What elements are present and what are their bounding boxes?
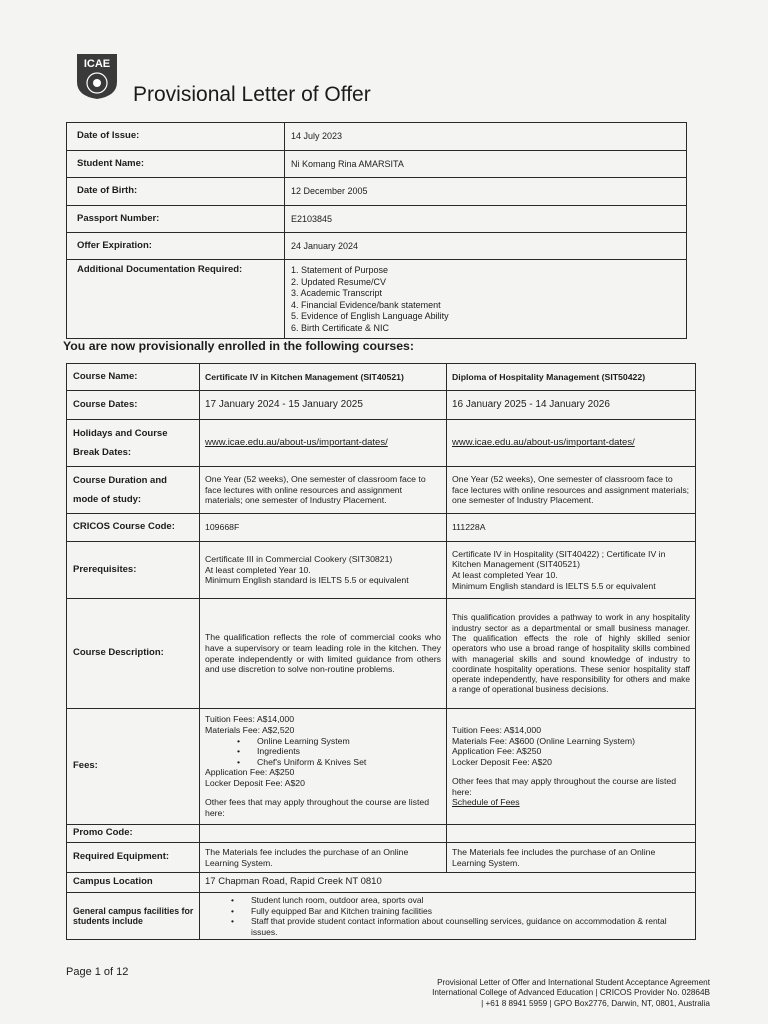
footer-line: Provisional Letter of Offer and International Student Acceptance Agreement (437, 978, 710, 987)
course2-duration: One Year (52 weeks), One semester of classroom face to face lectures with online resources and assignment materials; one semester of Industry Placement. (447, 467, 696, 514)
fees-label: Fees: (67, 709, 200, 825)
course-dates-label: Course Dates: (67, 391, 200, 420)
course2-promo-code (447, 825, 696, 843)
course2-important-dates-link[interactable]: www.icae.edu.au/about-us/important-dates/ (452, 436, 635, 448)
course2-description: This qualification provides a pathway to work in any hospitality industry sector as a departmental or small business manager. The qualification effects the role of highly skilled senior operators who use a broad range of hospitality skills combined with managerial skills and sound knowledge of industry to coordinate hospitality operations. These senior hospitality staff operate independently, have responsibility for others and make a range of operational business decisions. (447, 599, 696, 709)
list-item: • Staff that provide student contact information about counselling services, guidance on accommodation & rental issues. (231, 916, 690, 937)
course2-equipment: The Materials fee includes the purchase of an Online Learning System. (447, 843, 696, 873)
course2-name: Diploma of Hospitality Management (SIT50422) (447, 364, 696, 391)
offer-expiration-label: Offer Expiration: (67, 233, 285, 260)
offer-expiration-value: 24 January 2024 (285, 233, 687, 260)
course1-cricos: 109668F (200, 514, 447, 542)
enrolled-heading: You are now provisionally enrolled in the following courses: (63, 339, 414, 353)
locker-fee: Locker Deposit Fee: A$20 (205, 777, 305, 788)
list-item: 4. Financial Evidence/bank statement (291, 299, 441, 310)
course-description-label: Course Description: (67, 599, 200, 709)
docs-list (291, 265, 681, 335)
table-row (67, 709, 696, 825)
list-item: • Online Learning System (257, 736, 441, 747)
course1-important-dates-link[interactable]: www.icae.edu.au/about-us/important-dates/ (205, 436, 388, 448)
list-item: 1. Statement of Purpose (291, 265, 389, 275)
table-row (67, 825, 696, 843)
prereq-line: At least completed Year 10. (205, 564, 311, 575)
tuition-fee: Tuition Fees: A$14,000 (452, 724, 542, 735)
campus-facilities-label: General campus facilities for students include (67, 893, 200, 940)
table-row (67, 514, 696, 542)
cricos-label: CRICOS Course Code: (67, 514, 200, 542)
course2-fees (447, 709, 696, 825)
duration-label: Course Duration and mode of study: (67, 467, 200, 514)
prereq-line: Minimum English standard is IELTS 5.5 or equivalent (452, 580, 656, 591)
list-item: 2. Updated Resume/CV (291, 276, 387, 287)
list-item: • Fully equipped Bar and Kitchen training facilities (231, 906, 690, 917)
materials-items-list (205, 736, 441, 768)
course2-prerequisites (447, 542, 696, 599)
date-of-issue-label: Date of Issue: (67, 123, 285, 151)
footer-line: | +61 8 8941 5959 | GPO Box2776, Darwin, NT, 0801, Australia (481, 998, 710, 1008)
table-row (67, 178, 687, 206)
course2-holidays-cell (447, 420, 696, 467)
application-fee: Application Fee: A$250 (452, 746, 542, 757)
icae-logo (75, 52, 119, 100)
date-of-birth-label: Date of Birth: (67, 178, 285, 206)
student-name-label: Student Name: (67, 151, 285, 178)
date-of-birth-value: 12 December 2005 (285, 178, 687, 206)
table-row (67, 151, 687, 178)
footer-line: International College of Advanced Education | CRICOS Provider No. 02864B (432, 988, 710, 998)
student-name-value: Ni Komang Rina AMARSITA (285, 151, 687, 178)
table-row (67, 123, 687, 151)
additional-docs-value (285, 260, 687, 339)
course2-cricos: 111228A (447, 514, 696, 542)
document-title: Provisional Letter of Offer (133, 83, 371, 106)
footer (380, 978, 710, 1009)
list-item: • Chef's Uniform & Knives Set (257, 757, 441, 768)
prereq-line: Certificate IV in Hospitality (SIT40422) ; Certificate IV in Kitchen Management (SIT40521) (452, 548, 666, 570)
course1-name: Certificate IV in Kitchen Management (SIT40521) (200, 364, 447, 391)
table-row (67, 420, 696, 467)
course1-duration: One Year (52 weeks), One semester of classroom face to face lectures with online resources and assignment materials; one semester of Industry Placement. (200, 467, 447, 514)
table-row (67, 843, 696, 873)
course1-equipment: The Materials fee includes the purchase of an Online Learning System. (200, 843, 447, 873)
additional-docs-label: Additional Documentation Required: (67, 260, 285, 339)
list-item: 3. Academic Transcript (291, 288, 383, 299)
page-number: Page 1 of 12 (66, 966, 129, 978)
campus-location-label: Campus Location (67, 873, 200, 893)
passport-number-label: Passport Number: (67, 206, 285, 233)
locker-fee: Locker Deposit Fee: A$20 (452, 756, 552, 767)
list-item: • Student lunch room, outdoor area, sports oval (231, 895, 690, 906)
list-item: 6. Birth Certificate & NIC (291, 322, 390, 333)
course1-description: The qualification reflects the role of commercial cooks who have a supervisory or team leading role in the kitchen. They operate independently or with limited guidance from others and use discretion to solve non-routine problems. (200, 599, 447, 709)
list-item: • Ingredients (257, 746, 441, 757)
table-row (67, 364, 696, 391)
student-details-table (66, 122, 687, 339)
materials-fee: Materials Fee: A$2,520 (205, 724, 295, 735)
course-name-label: Course Name: (67, 364, 200, 391)
course1-prerequisites (200, 542, 447, 599)
table-row (67, 893, 696, 940)
tuition-fee: Tuition Fees: A$14,000 (205, 714, 295, 725)
table-row (67, 873, 696, 893)
other-fees-note: Other fees that may apply throughout the course are listed here: (452, 776, 677, 797)
other-fees-note: Other fees that may apply throughout the course are listed here: (205, 797, 430, 819)
holidays-label: Holidays and Course Break Dates: (67, 420, 200, 467)
table-row (67, 233, 687, 260)
prereq-line: At least completed Year 10. (452, 570, 558, 580)
course1-dates: 17 January 2024 - 15 January 2025 (200, 391, 447, 420)
logo-text: ICAE (83, 58, 111, 70)
schedule-of-fees-link[interactable]: Schedule of Fees (452, 797, 520, 808)
courses-table (66, 363, 696, 940)
facilities-list (205, 895, 690, 937)
table-row (67, 391, 696, 420)
date-of-issue-value: 14 July 2023 (285, 123, 687, 151)
application-fee: Application Fee: A$250 (205, 767, 295, 778)
prerequisites-label: Prerequisites: (67, 542, 200, 599)
campus-facilities-value (200, 893, 696, 940)
materials-fee: Materials Fee: A$600 (Online Learning System) (452, 735, 636, 746)
prereq-line: Certificate III in Commercial Cookery (SIT30821) (205, 554, 393, 565)
campus-location-value: 17 Chapman Road, Rapid Creek NT 0810 (200, 873, 696, 893)
course1-holidays-cell (200, 420, 447, 467)
promo-code-label: Promo Code: (67, 825, 200, 843)
course1-promo-code (200, 825, 447, 843)
passport-number-value: E2103845 (285, 206, 687, 233)
course1-fees (200, 709, 447, 825)
prereq-line: Minimum English standard is IELTS 5.5 or equivalent (205, 575, 409, 586)
required-equipment-label: Required Equipment: (67, 843, 200, 873)
table-row (67, 260, 687, 339)
list-item: 5. Evidence of English Language Ability (291, 311, 449, 322)
table-row (67, 206, 687, 233)
table-row (67, 542, 696, 599)
table-row (67, 467, 696, 514)
course2-dates: 16 January 2025 - 14 January 2026 (447, 391, 696, 420)
table-row (67, 599, 696, 709)
